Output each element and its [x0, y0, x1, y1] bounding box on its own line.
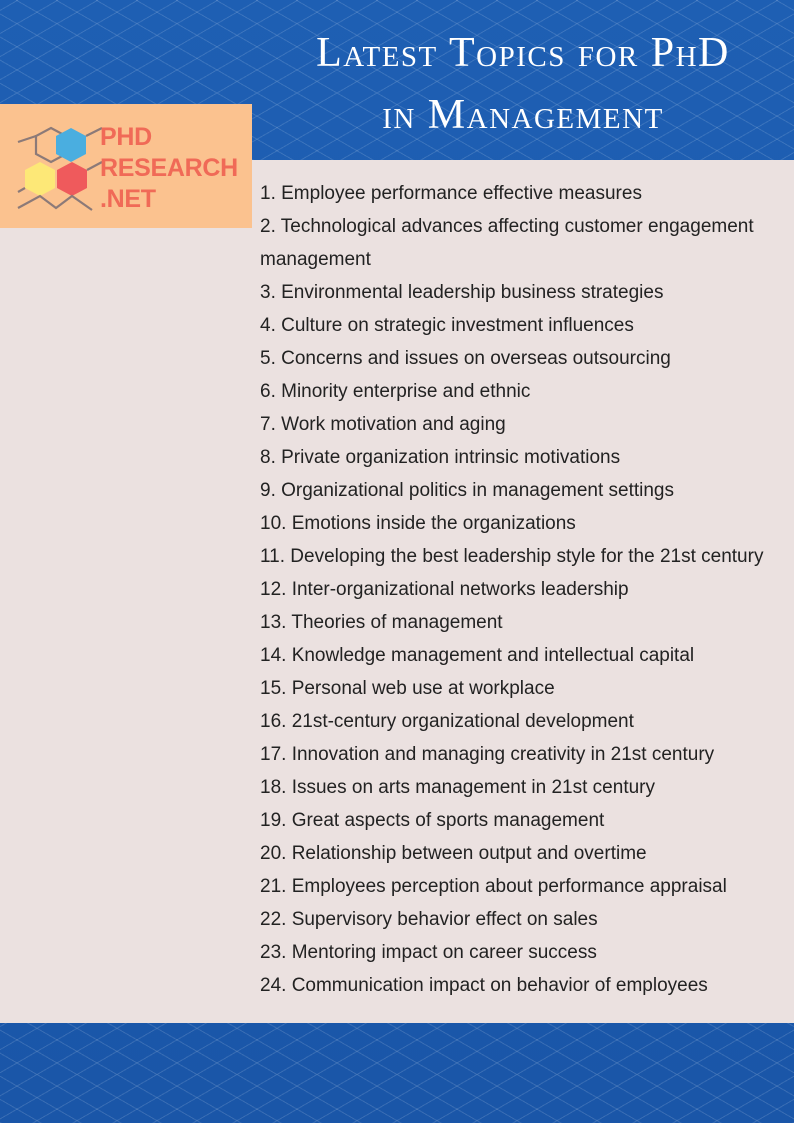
list-item: 19. Great aspects of sports management	[260, 810, 605, 831]
list-item: 21. Employees perception about performance appraisal	[260, 876, 727, 897]
page-title-line-2: in Management	[382, 92, 664, 138]
logo-line-2: RESEARCH	[100, 154, 238, 182]
list-item: 16. 21st-century organizational development	[260, 711, 634, 732]
logo-line-3: .NET	[100, 185, 156, 213]
list-item: 4. Culture on strategic investment influences	[260, 315, 634, 336]
list-item: 23. Mentoring impact on career success	[260, 942, 597, 963]
list-item: 9. Organizational politics in management settings	[260, 480, 675, 501]
hexagon-logo-icon	[16, 122, 106, 214]
list-item: 10. Emotions inside the organizations	[260, 513, 576, 534]
page-title	[252, 22, 794, 146]
list-item: 24. Communication impact on behavior of employees	[260, 975, 708, 996]
list-item: 22. Supervisory behavior effect on sales	[260, 909, 598, 930]
list-item: 18. Issues on arts management in 21st century	[260, 777, 655, 798]
list-item: 14. Knowledge management and intellectual capital	[260, 645, 695, 666]
list-item: 6. Minority enterprise and ethnic	[260, 381, 531, 402]
list-item: 3. Environmental leadership business strategies	[260, 282, 664, 303]
list-item: 13. Theories of management	[260, 612, 503, 633]
list-item: 8. Private organization intrinsic motivations	[260, 447, 621, 468]
list-item: 12. Inter-organizational networks leadership	[260, 579, 629, 600]
list-item: 5. Concerns and issues on overseas outsourcing	[260, 348, 671, 369]
list-item: 1. Employee performance effective measures	[260, 183, 642, 204]
list-item: 15. Personal web use at workplace	[260, 678, 555, 699]
list-item: 7. Work motivation and aging	[260, 414, 506, 435]
hexagon-red-icon	[57, 162, 87, 196]
logo-line-1: PHD	[100, 123, 152, 151]
topic-list	[260, 177, 784, 1002]
hexagon-yellow-icon	[25, 162, 55, 196]
list-item: 11. Developing the best leadership style for the 21st century	[260, 546, 764, 567]
list-item: 20. Relationship between output and overtime	[260, 843, 647, 864]
logo-wordmark	[100, 122, 248, 215]
list-item: 2. Technological advances affecting customer engagement management	[260, 216, 754, 270]
list-item: 17. Innovation and managing creativity in 21st century	[260, 744, 715, 765]
site-logo	[0, 104, 252, 228]
page-title-line-1: Latest Topics for PhD	[316, 30, 730, 76]
